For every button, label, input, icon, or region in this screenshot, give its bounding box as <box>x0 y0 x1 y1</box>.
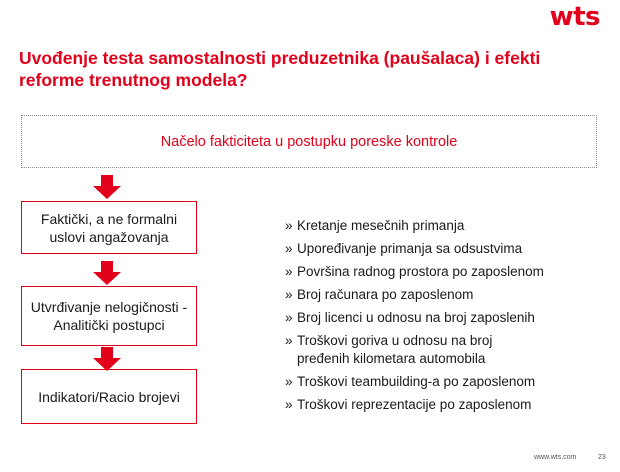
list-item: » Broj licenci u odnosu na broj zaposlenih <box>285 310 535 325</box>
bullet-icon: » <box>285 333 293 348</box>
bullet-icon: » <box>285 264 293 279</box>
bullet-icon: » <box>285 241 293 256</box>
bullet-icon: » <box>285 310 293 325</box>
down-arrow-icon <box>93 261 121 285</box>
step-text: Indikatori/Racio brojevi <box>38 388 180 405</box>
indicator-list <box>285 217 585 419</box>
bullet-icon: » <box>285 218 293 233</box>
list-item: » Troškovi reprezentacije po zaposlenom <box>285 397 532 412</box>
principle-text: Načelo fakticiteta u postupku poreske kontrole <box>160 133 458 150</box>
list-item: » Upoređivanje primanja sa odsustvima <box>285 241 523 256</box>
step-box <box>21 369 197 424</box>
footer-url: www.wts.com <box>534 454 577 461</box>
step-box <box>21 201 197 254</box>
list-item: » Troškovi teambuilding-a po zaposlenom <box>285 374 536 389</box>
wts-logo: wts <box>549 2 600 32</box>
down-arrow-icon <box>93 175 121 199</box>
page-number: 23 <box>598 454 606 461</box>
list-item: » Broj računara po zaposlenom <box>285 287 474 302</box>
principle-box <box>21 115 597 168</box>
list-item: » Kretanje mesečnih primanja <box>285 218 465 233</box>
bullet-icon: » <box>285 287 293 302</box>
list-item: » Troškovi goriva u odnosu na broj pređenih kilometara automobila <box>285 333 493 366</box>
bullet-icon: » <box>285 374 293 389</box>
slide-title: Uvođenje testa samostalnosti preduzetnika (paušalaca) i efekti reforme trenutnog modela? <box>19 48 541 90</box>
step-text: Faktički, a ne formalni uslovi angažovanja <box>40 210 178 245</box>
step-box <box>21 286 197 346</box>
down-arrow-icon <box>93 347 121 371</box>
step-text: Utvrđivanje nelogičnosti - Analitički postupci <box>30 299 188 333</box>
list-item: » Površina radnog prostora po zaposlenom <box>285 264 544 279</box>
bullet-icon: » <box>285 397 293 412</box>
